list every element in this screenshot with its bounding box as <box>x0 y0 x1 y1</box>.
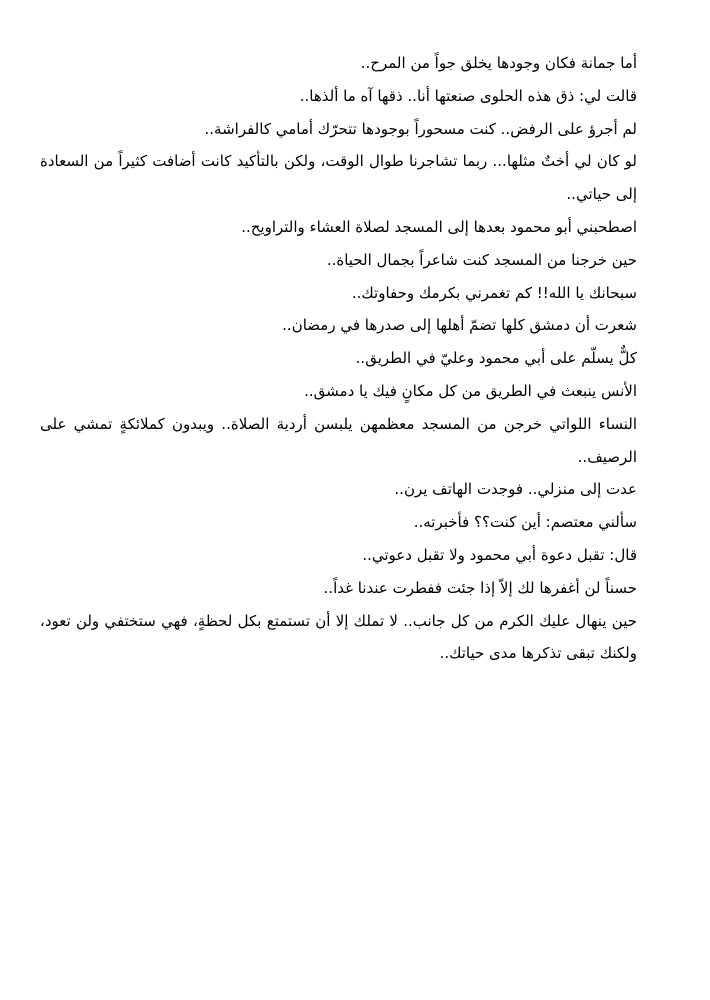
paragraph: الأنس ينبعث في الطريق من كل مكانٍ فيك يا دمشق.. <box>304 381 637 400</box>
paragraph: اصطحبني أبو محمود بعدها إلى المسجد لصلاة العشاء والتراويح.. <box>241 217 637 236</box>
paragraph: حين خرجنا من المسجد كنت شاعراً بجمال الحياة.. <box>326 250 637 269</box>
paragraph: لم أجرؤ على الرفض.. كنت مسحوراً بوجودها تتحرّك أمامي كالفراشة.. <box>204 119 637 138</box>
paragraph: قالت لي: ذق هذه الحلوى صنعتها أنا.. ذقها آه ما ألذها.. <box>299 86 637 105</box>
paragraph: النساء اللواتي خرجن من المسجد معظمهن يلبسن أردية الصلاة.. ويبدون كملائكةٍ تمشي على الرصيف.. <box>40 414 637 466</box>
paragraph: عدت إلى منزلي.. فوجدت الهاتف يرن.. <box>394 480 637 499</box>
paragraph: شعرت أن دمشق كلها تضمّ أهلها إلى صدرها في رمضان.. <box>282 316 637 335</box>
paragraph: أما جمانة فكان وجودها يخلق جواً من المرح.. <box>360 54 637 72</box>
paragraph: حسناً لن أغفرها لك إلاّ إذا جئت ففطرت عندنا غداً.. <box>323 578 637 597</box>
paragraph: حين ينهال عليك الكرم من كل جانب.. لا تملك إلا أن تستمتع بكل لحظةٍ، فهي ستختفي ولن تعود، ولكنك تبقى تذكرها مدى حياتك.. <box>40 611 637 663</box>
body-text <box>40 47 664 670</box>
paragraph: لو كان لي أختٌ مثلها... ربما تشاجرنا طوال الوقت، ولكن بالتأكيد كانت أضافت كثيراً من السعادة إلى حياتي.. <box>40 152 637 204</box>
paragraph: قال: تقبل دعوة أبي محمود ولا تقبل دعوتي.. <box>362 545 637 564</box>
paragraph: كلٌّ يسلّم على أبي محمود وعليّ في الطريق.. <box>355 349 637 368</box>
paragraph: سألني معتصم: أين كنت؟؟ فأخبرته.. <box>413 513 637 532</box>
paragraph: سبحانك يا الله!! كم تغمرني بكرمك وحفاوتك.. <box>351 283 637 302</box>
